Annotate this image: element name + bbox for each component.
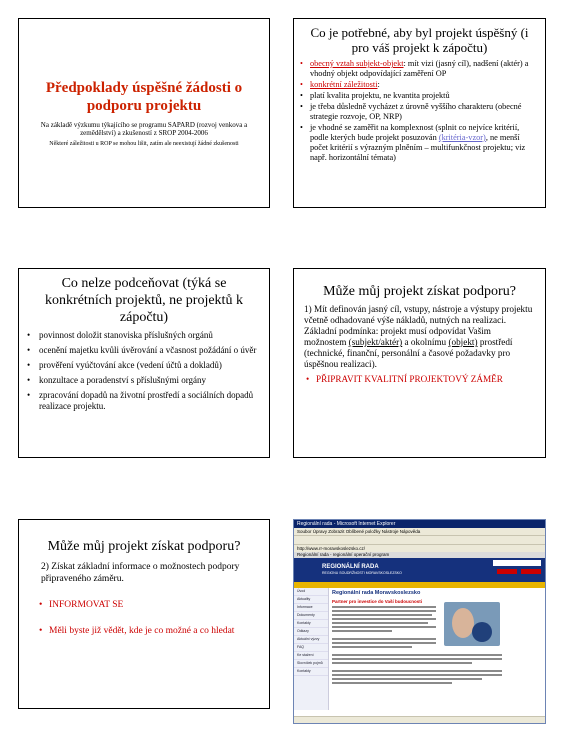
sidebar-item[interactable]: Ke stažení [294,652,328,660]
text-line [332,610,436,612]
sidebar-item[interactable]: Úvod [294,588,328,596]
list-item [300,80,539,90]
text-line [332,638,436,640]
slide-2-list [294,59,545,163]
subject-term: (subjekt/aktér) [348,337,403,347]
site-header [294,558,545,582]
site-logo-subtitle: REGIONU SOUDRŽNOSTI MORAVSKOSLEZSKO [322,571,402,575]
list-item: • ocenění majetku kvůli úvěrování a včasnost požádání o úvěr [27,345,261,356]
item-text: : [377,80,380,89]
text-line [332,654,502,656]
sidebar-item[interactable]: Informace [294,604,328,612]
slide-2-title: Co je potřebné, aby byl projekt úspěšný (i pro váš projekt k zápočtu) [310,25,529,55]
list-item: • zpracování dopadů na životní prostředí a sociálních dopadů realizace projektu. [27,390,261,412]
item-label: konkrétní záležitosti [310,80,378,89]
site-button[interactable] [521,569,541,574]
status-bar [294,716,545,723]
browser-window [293,519,546,724]
text-line [332,606,436,608]
slide-2 [293,18,546,208]
slide-5-paragraph: 2) Získat základní informace o možnostech podpory připraveného záměru. [41,562,240,584]
list-item: • je třeba důsledně vycházet z úrovně vyššího charakteru (obecné strategie rozvoje, OP, NRP) [300,102,539,122]
slide-5 [18,519,270,709]
slide-3 [18,268,270,458]
text-line [332,682,452,684]
sidebar-item[interactable]: FAQ [294,644,328,652]
slide-3-list [19,330,269,412]
text-line [332,670,502,672]
sidebar-item[interactable]: Aktuality [294,596,328,604]
slide-1-title: Předpoklady úspěšné žádosti o podporu projektu [45,80,243,114]
site-subheading: Partner pro investice do Vaší budoucnosti [332,599,423,604]
menu-bar[interactable]: Soubor Úpravy Zobrazit Oblíbené položky Nástroje Nápověda [294,528,545,535]
sidebar-item[interactable]: Dokumenty [294,612,328,620]
site-photo [444,602,500,646]
sidebar-item[interactable]: Odkazy [294,628,328,636]
site-logo[interactable]: REGIONÁLNÍ RADA [322,564,379,570]
photo-face [452,608,474,638]
sidebar-item[interactable]: Kontakty [294,620,328,628]
text-line [332,658,502,660]
browser-tab[interactable]: Regionální rada - regionální operační program [294,552,545,558]
slide-4 [293,268,546,458]
sidebar-item[interactable]: Slovníček pojmů [294,660,328,668]
site-body [294,588,545,710]
text-line [332,622,428,624]
paragraph-text: a okolnímu [402,337,449,347]
list-item [300,59,539,79]
slide-1-note: Některé záležitosti u ROP se mohou lišit, zatím ale neexistují žádné zkušenosti [49,141,239,147]
list-item: • konzultace a poradenství s příslušnými orgány [27,375,261,386]
text-line [332,614,432,616]
text-line [332,678,482,680]
paragraph-text: prostředí (technické, finanční, personální a časové požadavky pro úspěšnou realizaci). [304,337,513,369]
slide-5-emphasis-1: • INFORMOVAT SE [49,599,257,611]
slide-4-paragraph [304,304,535,370]
object-term: (objekt) [448,337,478,347]
text-line [332,642,436,644]
slide-4-emphasis: • PŘIPRAVIT KVALITNÍ PROJEKTOVÝ ZÁMĚR [316,374,535,385]
slide-5-emphasis-2: • Měli byste již vědět, kde je co možné a co hledat [49,625,257,637]
address-bar[interactable]: http://www.rr-moravskoslezsko.cz/ [294,544,545,552]
window-title: Regionální rada - Microsoft Internet Explorer [294,520,545,528]
site-sidebar [294,588,329,710]
sidebar-item[interactable]: Aktuální výzvy [294,636,328,644]
slide-3-title: Co nelze podceňovat (týká se konkrétních projektů, ne projektů k zápočtu) [45,276,243,325]
item-text: je vhodné se zaměřit na komplexnost (splnit co nejvíce kritérií, podle kterých bude projekt posuzován [310,123,520,142]
text-line [332,618,436,620]
paragraph-text: 1) Mít definován jasný cíl, vstupy, nástroje a výstupy projektu včetně odhadované výše nákladů, nutných na realizaci. Základní podmínka: projekt musí odpovídat Vašim možnostem [304,304,533,347]
site-button[interactable] [497,569,517,574]
text-line [332,626,436,628]
item-label: obecný vztah subjekt-objekt [310,59,404,68]
site-heading: Regionální rada Moravskoslezsko [332,590,421,596]
item-text: , ne menší počet kritérií s výrazným plněním – multifunkčnost projektu; viz např. horizontální témata) [310,133,526,162]
list-item: • platí kvalita projektu, ne kvantita projektů [300,91,539,101]
slide-5-title: Může můj projekt získat podporu? [47,539,241,554]
browser-toolbar[interactable] [294,535,545,544]
site-search-box[interactable] [493,560,541,566]
slide-4-title: Může můj projekt získat podporu? [323,284,516,299]
list-item [300,123,539,163]
list-item: • prověření vyúčtování akce (vedení účtů a dokladů) [27,360,261,371]
list-item: • povinnost doložit stanoviska příslušných orgánů [27,330,261,341]
item-text: : mít vizi (jasný cíl), nadšení (aktér) a vhodný objekt odpovídající zaměření OP [310,59,529,78]
slide-1-subtitle: Na základě výzkumu týkajícího se programu SAPARD (rozvoj venkova a zemědělství) a zkušeností z SROP 2004-2006 [40,121,248,137]
sidebar-item[interactable]: Kontakty [294,668,328,676]
eu-star-emblem-icon [472,622,492,642]
criteria-link[interactable]: (kritéria-vzor) [438,133,486,142]
text-line [332,674,502,676]
slide-6-browser-screenshot [293,519,546,724]
slide-1 [18,18,270,208]
